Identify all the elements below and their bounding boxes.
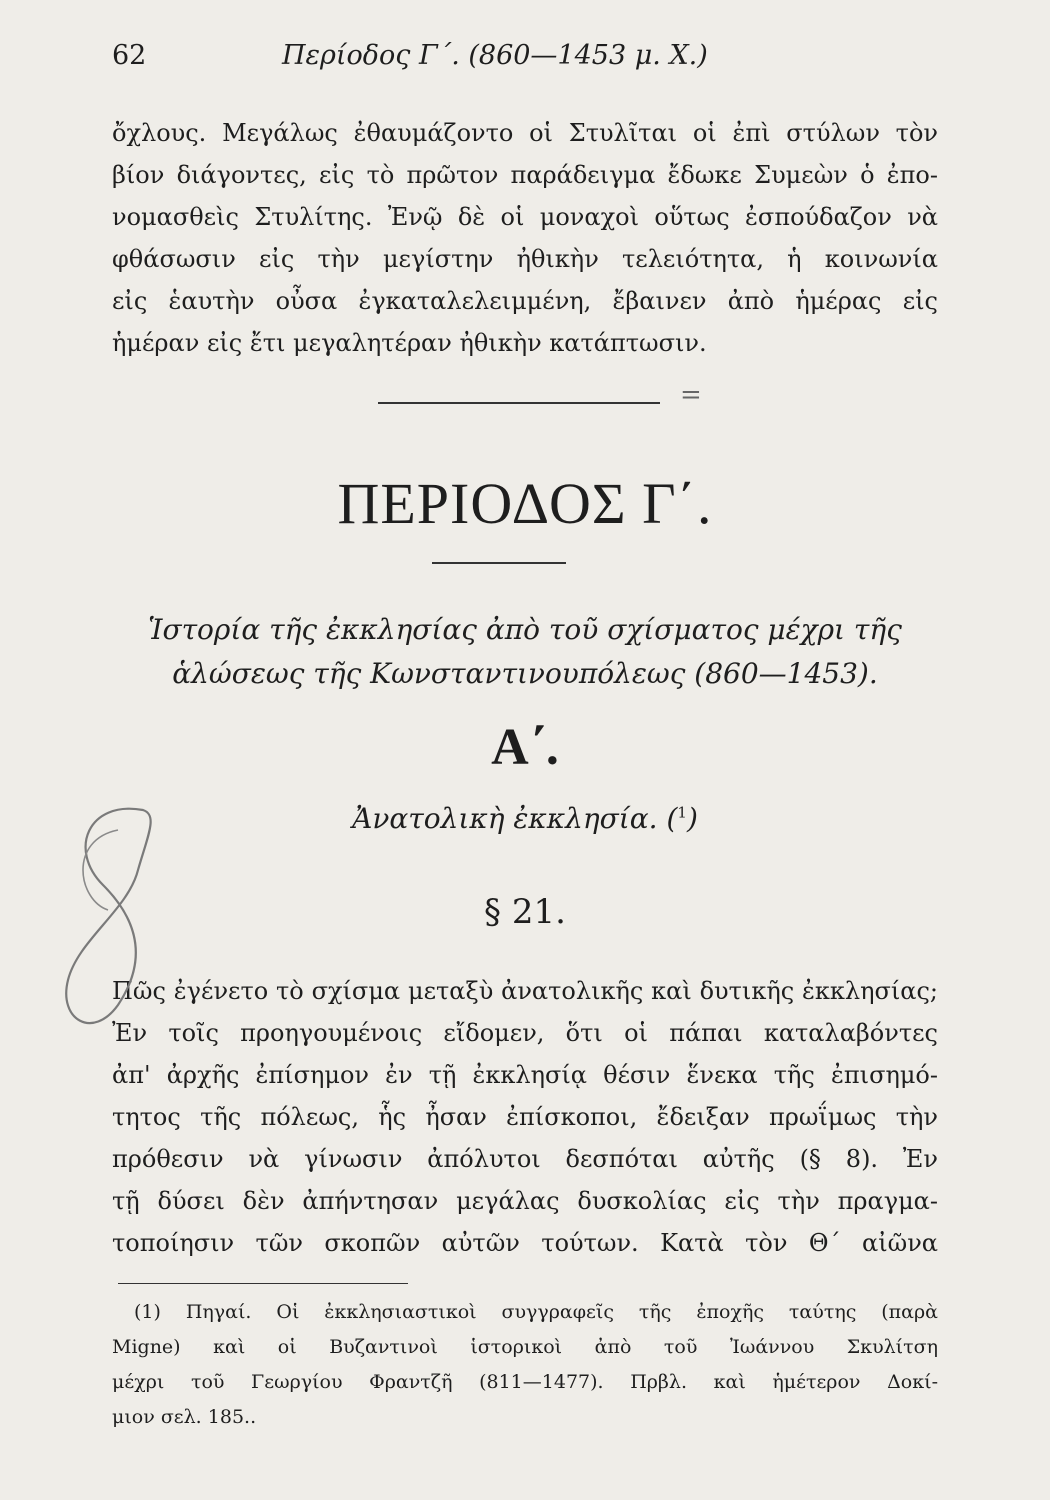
section-paragraph <box>112 970 938 1264</box>
page-number: 62 <box>112 40 147 71</box>
footnote-line: (1) Πηγαί. Οἱ ἐκκλησιαστικοὶ συγγραφεῖς τῆς ἐποχῆς ταύτης (παρὰ <box>134 1301 938 1323</box>
intro-paragraph <box>112 112 938 364</box>
section-number: § 21. <box>484 892 566 932</box>
part-title-text: Ἀνατολικὴ ἐκκλησία. <box>352 802 658 835</box>
heading-divider <box>432 562 566 564</box>
page-header <box>112 40 912 84</box>
running-title: Περίοδος Γ΄. (860—1453 μ. Χ.) <box>282 40 708 71</box>
part-title: Ἀνατολικὴ ἐκκλησία. ($^1$) <box>352 802 698 835</box>
period-heading: ΠΕΡΙΟΔΟΣ Γ΄. <box>337 471 713 536</box>
text-line: φθάσωσιν εἰς τὴν μεγίστην ἠθικὴν τελειότητα, ἡ κοινωνία <box>112 245 938 273</box>
text-line: νομασθεὶς Στυλίτης. Ἐνῷ δὲ οἱ μοναχοὶ οὕτως ἐσπούδαζον νὰ <box>112 203 938 231</box>
subtitle-line: ἁλώσεως τῆς Κωνσταντινουπόλεως (860—1453). <box>172 657 878 690</box>
scribble-stroke <box>66 809 150 1023</box>
footnote-divider <box>118 1283 408 1284</box>
text-line: βίον διάγοντες, εἰς τὸ πρῶτον παράδειγμα ἔδωκε Συμεὼν ὁ ἐπο- <box>112 161 938 189</box>
text-line: τοποίησιν τῶν σκοπῶν αὐτῶν τούτων. Κατὰ τὸν Θ΄ αἰῶνα <box>112 1229 938 1257</box>
section-question: Πῶς ἐγένετο τὸ σχίσμα μεταξὺ ἀνατολικῆς καὶ δυτικῆς ἐκκλησίας; <box>112 977 938 1005</box>
scribble-stroke <box>83 830 118 910</box>
text-line: τῇ δύσει δὲν ἀπήντησαν μεγάλας δυσκολίας εἰς τὴν πραγμα- <box>112 1187 938 1215</box>
text-line: τητος τῆς πόλεως, ἧς ἦσαν ἐπίσκοποι, ἔδειξαν πρωΐμως τὴν <box>112 1103 938 1131</box>
pencil-mark: = <box>680 380 702 410</box>
text-line: πρόθεσιν νὰ γίνωσιν ἀπόλυτοι δεσπόται αὐτῆς (§ 8). Ἐν <box>112 1145 938 1173</box>
text-line: ἀπ' ἀρχῆς ἐπίσημον ἐν τῇ ἐκκλησίᾳ θέσιν ἕνεκα τῆς ἐπισημό- <box>112 1061 938 1089</box>
period-subtitle <box>112 608 938 696</box>
footnote-line: Migne) καὶ οἱ Βυζαντινοὶ ἱστορικοὶ ἀπὸ τοῦ Ἰωάννου Σκυλίτση <box>112 1336 938 1358</box>
handwritten-pencil-scribble <box>48 790 178 1050</box>
text-line: Ἐν τοῖς προηγουμένοις εἴδομεν, ὅτι οἱ πάπαι καταλαβόντες <box>112 1019 938 1047</box>
subtitle-line: Ἱστορία τῆς ἐκκλησίας ἀπὸ τοῦ σχίσματος μέχρι τῆς <box>148 613 902 646</box>
text-line: ἡμέραν εἰς ἔτι μεγαλητέραν ἠθικὴν κατάπτωσιν. <box>112 329 707 357</box>
footnote-line: μιον σελ. 185.. <box>112 1406 257 1428</box>
part-letter: Α΄. <box>491 719 559 776</box>
footnote-reference[interactable]: 1 <box>677 803 687 822</box>
footnote-line: μέχρι τοῦ Γεωργίου Φραντζῆ (811—1477). Πρβλ. καὶ ἡμέτερον Δοκί- <box>112 1371 938 1393</box>
text-line: ὄχλους. Μεγάλως ἐθαυμάζοντο οἱ Στυλῖται οἱ ἐπὶ στύλων τὸν <box>112 119 938 147</box>
text-line: εἰς ἑαυτὴν οὖσα ἐγκαταλελειμμένη, ἔβαινεν ἀπὸ ἡμέρας εἰς <box>112 287 938 315</box>
section-divider <box>378 402 660 404</box>
footnote <box>112 1295 938 1435</box>
